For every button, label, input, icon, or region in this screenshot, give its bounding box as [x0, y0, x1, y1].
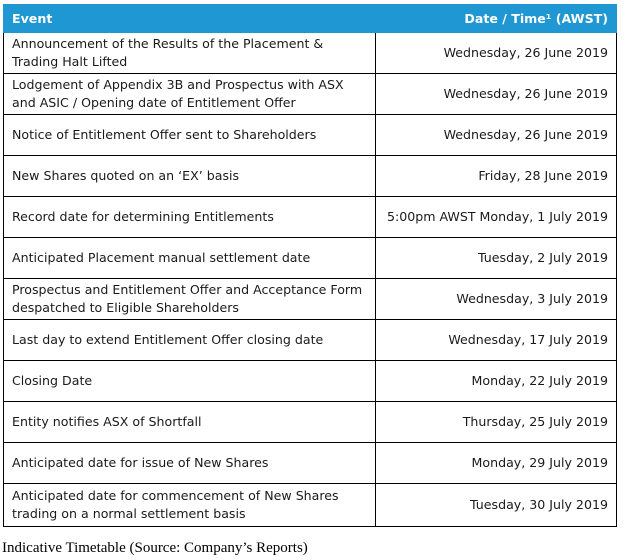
- event-cell: Anticipated Placement manual settlement date: [4, 238, 376, 279]
- date-cell: Monday, 29 July 2019: [376, 443, 617, 484]
- event-cell: Prospectus and Entitlement Offer and Acceptance Form despatched to Eligible Shareholders: [4, 279, 376, 320]
- column-header-date: Date / Time¹ (AWST): [376, 5, 617, 33]
- column-header-event: Event: [4, 5, 376, 33]
- event-cell: Last day to extend Entitlement Offer closing date: [4, 320, 376, 361]
- table-row: [4, 443, 617, 484]
- event-cell: New Shares quoted on an ‘EX’ basis: [4, 156, 376, 197]
- header-row: [4, 5, 617, 33]
- event-cell: Entity notifies ASX of Shortfall: [4, 402, 376, 443]
- date-cell: Thursday, 25 July 2019: [376, 402, 617, 443]
- event-cell: Notice of Entitlement Offer sent to Shareholders: [4, 115, 376, 156]
- date-cell: Friday, 28 June 2019: [376, 156, 617, 197]
- event-cell: Lodgement of Appendix 3B and Prospectus with ASX and ASIC / Opening date of Entitlement Offer: [4, 74, 376, 115]
- table-row: [4, 320, 617, 361]
- table-row: [4, 484, 617, 527]
- event-cell: Anticipated date for issue of New Shares: [4, 443, 376, 484]
- event-cell: Announcement of the Results of the Placement & Trading Halt Lifted: [4, 33, 376, 74]
- table-header: [4, 5, 617, 33]
- event-cell: Anticipated date for commencement of New Shares trading on a normal settlement basis: [4, 484, 376, 527]
- date-cell: Wednesday, 26 June 2019: [376, 74, 617, 115]
- table-body: [4, 33, 617, 527]
- date-cell: Wednesday, 17 July 2019: [376, 320, 617, 361]
- date-cell: Wednesday, 26 June 2019: [376, 115, 617, 156]
- table-caption: Indicative Timetable (Source: Company’s Reports): [2, 540, 308, 556]
- timetable: [3, 4, 617, 527]
- table-row: [4, 402, 617, 443]
- table-row: [4, 33, 617, 74]
- table-row: [4, 238, 617, 279]
- table-row: [4, 197, 617, 238]
- table-row: [4, 74, 617, 115]
- table-row: [4, 279, 617, 320]
- table-row: [4, 361, 617, 402]
- table-row: [4, 156, 617, 197]
- date-cell: Tuesday, 2 July 2019: [376, 238, 617, 279]
- date-cell: 5:00pm AWST Monday, 1 July 2019: [376, 197, 617, 238]
- table-row: [4, 115, 617, 156]
- date-cell: Tuesday, 30 July 2019: [376, 484, 617, 527]
- event-cell: Closing Date: [4, 361, 376, 402]
- date-cell: Wednesday, 26 June 2019: [376, 33, 617, 74]
- event-cell: Record date for determining Entitlements: [4, 197, 376, 238]
- date-cell: Wednesday, 3 July 2019: [376, 279, 617, 320]
- date-cell: Monday, 22 July 2019: [376, 361, 617, 402]
